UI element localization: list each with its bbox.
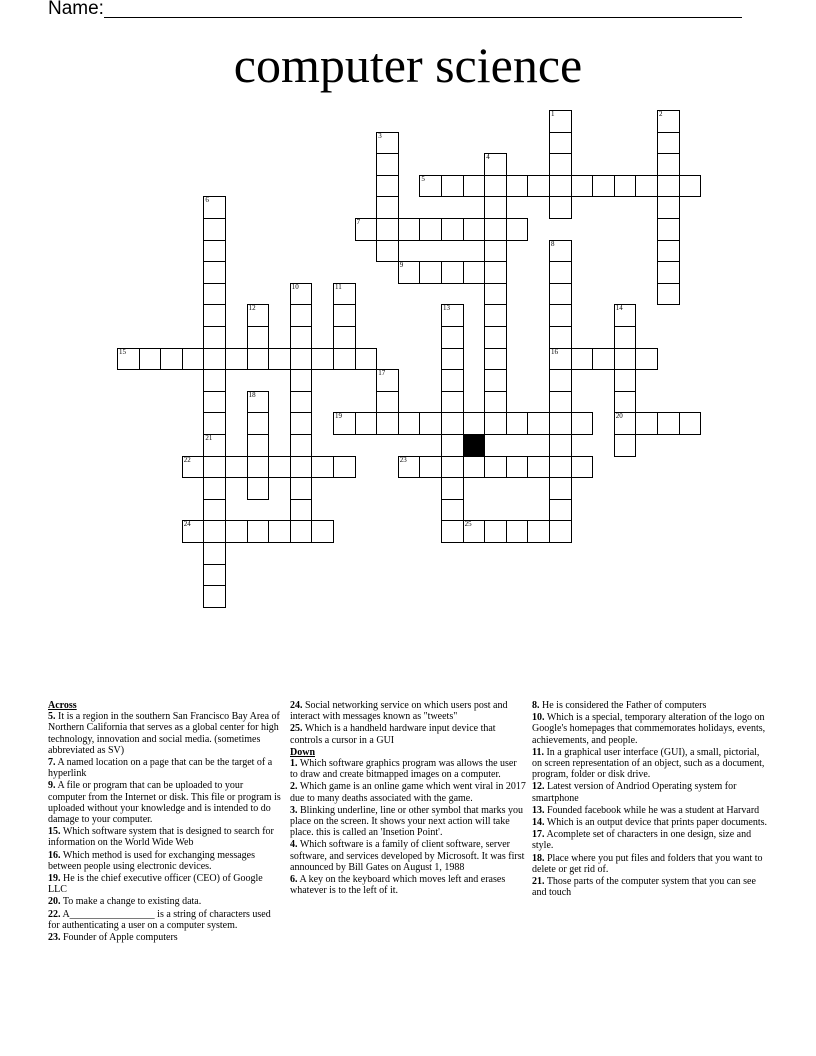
clue-text: He is considered the Father of computers — [539, 700, 707, 711]
grid-cell[interactable] — [484, 240, 507, 263]
grid-cell[interactable] — [549, 434, 572, 457]
grid-cell[interactable] — [398, 412, 421, 435]
clue-text: Which game is an online game which went viral in 2017 due to many deaths associated with the game. — [290, 781, 526, 804]
grid-cell[interactable] — [247, 412, 270, 435]
grid-cell[interactable] — [549, 456, 572, 479]
clue-item — [48, 711, 283, 756]
grid-cell[interactable] — [484, 304, 507, 327]
grid-cell[interactable] — [290, 391, 313, 414]
grid-cell[interactable] — [657, 283, 680, 306]
grid-cell[interactable] — [182, 520, 205, 543]
clue-text: Place where you put files and folders that you want to delete or get rid of. — [532, 852, 763, 875]
clue-number: 3 — [378, 131, 382, 140]
down-heading: Down — [290, 746, 316, 758]
clue-item — [290, 874, 526, 896]
clue-text: A named location on a page that can be the target of a hyperlink — [48, 757, 273, 780]
grid-cell[interactable] — [441, 304, 464, 327]
grid-cell[interactable] — [463, 520, 486, 543]
grid-cell[interactable] — [203, 412, 226, 435]
grid-cell[interactable] — [355, 348, 378, 371]
clue-num: 12. — [532, 781, 545, 793]
grid-cell[interactable] — [203, 477, 226, 500]
grid-cell[interactable] — [527, 456, 550, 479]
grid-cell[interactable] — [441, 369, 464, 392]
grid-cell[interactable] — [225, 520, 248, 543]
clue-num: 5. — [48, 711, 56, 723]
clue-num: 25. — [290, 723, 303, 735]
clue-text: Acomplete set of characters in one design, size and style. — [532, 829, 752, 852]
grid-cell[interactable] — [290, 412, 313, 435]
grid-cell[interactable] — [484, 153, 507, 176]
clue-item — [532, 781, 768, 803]
grid-cell[interactable] — [484, 412, 507, 435]
grid-cell[interactable] — [549, 412, 572, 435]
grid-cell[interactable] — [376, 391, 399, 414]
grid-cell[interactable] — [614, 434, 637, 457]
grid-cell[interactable] — [484, 391, 507, 414]
clue-text: Which is a handheld hardware input device that controls a cursor in a GUI — [290, 723, 496, 746]
grid-cell[interactable] — [484, 369, 507, 392]
clue-number: 17 — [378, 369, 386, 378]
grid-cell[interactable] — [441, 477, 464, 500]
grid-cell[interactable] — [441, 391, 464, 414]
grid-cell[interactable] — [247, 326, 270, 349]
grid-cell[interactable] — [614, 412, 637, 435]
clue-item — [532, 712, 768, 746]
grid-cell[interactable] — [376, 153, 399, 176]
grid-cell[interactable] — [549, 520, 572, 543]
clue-number: 22 — [183, 455, 191, 464]
grid-cell[interactable] — [376, 175, 399, 198]
clue-num: 16. — [48, 849, 61, 861]
grid-cell[interactable] — [463, 175, 486, 198]
clue-item — [532, 829, 768, 851]
grid-cell[interactable] — [290, 283, 313, 306]
grid-cell[interactable] — [268, 348, 291, 371]
clue-item — [48, 780, 283, 825]
grid-cell[interactable] — [247, 434, 270, 457]
clue-text: Which software system that is designed to search for information on the World Wide Web — [48, 826, 274, 849]
grid-cell[interactable] — [247, 391, 270, 414]
clue-item — [48, 757, 283, 779]
clue-item — [290, 781, 526, 803]
grid-cell[interactable] — [549, 240, 572, 263]
clue-number: 5 — [421, 174, 425, 183]
grid-cell[interactable] — [657, 110, 680, 133]
grid-cell[interactable] — [463, 412, 486, 435]
clue-num: 24. — [290, 700, 303, 711]
grid-cell[interactable] — [571, 348, 594, 371]
clue-number: 14 — [615, 304, 623, 313]
grid-cell[interactable] — [203, 304, 226, 327]
grid-cell[interactable] — [441, 218, 464, 241]
clue-item — [290, 700, 526, 722]
clue-text: To make a change to existing data. — [60, 896, 202, 908]
clue-num: 8. — [532, 700, 540, 711]
grid-cell[interactable] — [355, 218, 378, 241]
clues-column-1 — [48, 700, 283, 944]
grid-cell[interactable] — [203, 456, 226, 479]
clue-number: 6 — [205, 196, 209, 205]
clue-number: 20 — [615, 412, 623, 421]
clue-text: Social networking service on which users post and interact with messages known as "tweets" — [290, 700, 508, 723]
grid-cell[interactable] — [679, 175, 702, 198]
grid-cell[interactable] — [463, 261, 486, 284]
grid-cell[interactable] — [333, 456, 356, 479]
grid-cell[interactable] — [290, 326, 313, 349]
clue-text: It is a region in the southern San Francisco Bay Area of Northern California that serves as a global center for high technology, innovation and social media. (sometimes abbreviated as SV) — [48, 711, 280, 756]
grid-cell[interactable] — [333, 326, 356, 349]
grid-cell[interactable] — [203, 564, 226, 587]
grid-cell[interactable] — [182, 348, 205, 371]
grid-cell[interactable] — [441, 456, 464, 479]
grid-cell[interactable] — [657, 240, 680, 263]
clue-text: A key on the keyboard which moves left and erases whatever is to the left of it. — [290, 874, 506, 897]
clue-item — [290, 805, 526, 839]
grid-cell[interactable] — [484, 326, 507, 349]
grid-cell[interactable] — [506, 175, 529, 198]
clue-item — [532, 747, 768, 781]
clue-num: 19. — [48, 873, 61, 885]
grid-cell[interactable] — [549, 132, 572, 155]
black-square — [463, 434, 486, 457]
grid-cell[interactable] — [225, 348, 248, 371]
grid-cell[interactable] — [635, 412, 658, 435]
grid-cell[interactable] — [203, 542, 226, 565]
grid-cell[interactable] — [290, 499, 313, 522]
clue-number: 18 — [248, 390, 256, 399]
clue-number: 16 — [551, 347, 558, 356]
clue-text: A_________________ is a string of characters used for authenticating a user on a computer system. — [48, 908, 271, 931]
grid-cell[interactable] — [614, 304, 637, 327]
grid-cell[interactable] — [527, 412, 550, 435]
grid-cell[interactable] — [355, 412, 378, 435]
grid-cell[interactable] — [333, 412, 356, 435]
clue-number: 2 — [659, 110, 663, 118]
grid-cell[interactable] — [571, 456, 594, 479]
clue-num: 20. — [48, 896, 61, 908]
clue-num: 23. — [48, 932, 61, 944]
clue-item — [290, 839, 526, 873]
clue-text: Founded facebook while he was a student at Harvard — [544, 804, 760, 816]
grid-cell[interactable] — [635, 348, 658, 371]
grid-cell[interactable] — [549, 261, 572, 284]
grid-cell[interactable] — [117, 348, 140, 371]
grid-cell[interactable] — [290, 456, 313, 479]
grid-cell[interactable] — [506, 218, 529, 241]
clue-number: 25 — [464, 520, 472, 529]
grid-cell[interactable] — [441, 175, 464, 198]
clue-num: 1. — [290, 758, 298, 770]
grid-cell[interactable] — [484, 348, 507, 371]
grid-cell[interactable] — [441, 412, 464, 435]
clue-num: 6. — [290, 874, 298, 886]
grid-cell[interactable] — [549, 175, 572, 198]
grid-cell[interactable] — [657, 261, 680, 284]
grid-cell[interactable] — [225, 456, 248, 479]
grid-cell[interactable] — [441, 261, 464, 284]
grid-cell[interactable] — [441, 326, 464, 349]
grid-cell[interactable] — [203, 261, 226, 284]
clue-text: Which is an output device that prints paper documents. — [544, 817, 768, 829]
grid-cell[interactable] — [571, 175, 594, 198]
clue-num: 9. — [48, 780, 56, 792]
clue-number: 11 — [335, 282, 342, 291]
grid-cell[interactable] — [290, 304, 313, 327]
clue-num: 4. — [290, 839, 298, 851]
clue-num: 17. — [532, 829, 545, 841]
grid-cell[interactable] — [203, 326, 226, 349]
grid-cell[interactable] — [333, 283, 356, 306]
grid-cell[interactable] — [203, 283, 226, 306]
clue-text: Latest version of Andriod Operating system for smartphone — [532, 781, 737, 804]
clue-item — [290, 723, 526, 745]
grid-cell[interactable] — [139, 348, 162, 371]
grid-cell[interactable] — [484, 520, 507, 543]
clue-item — [48, 826, 283, 848]
clue-num: 13. — [532, 804, 545, 816]
grid-cell[interactable] — [527, 520, 550, 543]
grid-cell[interactable] — [290, 520, 313, 543]
grid-cell[interactable] — [203, 499, 226, 522]
grid-cell[interactable] — [376, 132, 399, 155]
clue-number: 8 — [551, 239, 555, 248]
clue-num: 2. — [290, 781, 298, 793]
grid-cell[interactable] — [441, 520, 464, 543]
clue-num: 18. — [532, 852, 545, 864]
clue-text: Founder of Apple computers — [60, 932, 178, 944]
grid-cell[interactable] — [592, 175, 615, 198]
grid-cell[interactable] — [203, 391, 226, 414]
clues-column-2 — [290, 700, 526, 897]
grid-cell[interactable] — [203, 218, 226, 241]
grid-cell[interactable] — [160, 348, 183, 371]
grid-cell[interactable] — [311, 456, 334, 479]
grid-cell[interactable] — [419, 456, 442, 479]
grid-cell[interactable] — [247, 456, 270, 479]
grid-cell[interactable] — [484, 196, 507, 219]
grid-cell[interactable] — [635, 175, 658, 198]
grid-cell[interactable] — [527, 175, 550, 198]
clue-number: 12 — [248, 304, 256, 313]
grid-cell[interactable] — [463, 456, 486, 479]
grid-cell[interactable] — [506, 412, 529, 435]
grid-cell[interactable] — [376, 196, 399, 219]
grid-cell[interactable] — [571, 412, 594, 435]
grid-cell[interactable] — [419, 218, 442, 241]
grid-cell[interactable] — [441, 348, 464, 371]
grid-cell[interactable] — [333, 304, 356, 327]
clue-number: 1 — [551, 110, 555, 118]
clue-number: 24 — [183, 520, 191, 529]
grid-cell[interactable] — [441, 434, 464, 457]
grid-cell[interactable] — [549, 110, 572, 133]
grid-cell[interactable] — [614, 326, 637, 349]
clue-item — [48, 850, 283, 872]
clue-num: 22. — [48, 908, 61, 920]
grid-cell[interactable] — [182, 456, 205, 479]
grid-cell[interactable] — [657, 196, 680, 219]
grid-cell[interactable] — [549, 391, 572, 414]
grid-cell[interactable] — [657, 412, 680, 435]
clue-text: Those parts of the computer system that you can see and touch — [532, 876, 756, 899]
grid-cell[interactable] — [376, 218, 399, 241]
clue-text: He is the chief executive officer (CEO) of Google LLC — [48, 873, 263, 896]
grid-cell[interactable] — [290, 477, 313, 500]
grid-cell[interactable] — [484, 218, 507, 241]
grid-cell[interactable] — [679, 412, 702, 435]
page-title: computer science — [233, 37, 583, 93]
grid-cell[interactable] — [549, 326, 572, 349]
grid-cell[interactable] — [398, 218, 421, 241]
grid-cell[interactable] — [203, 369, 226, 392]
grid-cell[interactable] — [311, 348, 334, 371]
clue-item — [48, 932, 283, 943]
grid-cell[interactable] — [549, 499, 572, 522]
grid-cell[interactable] — [268, 456, 291, 479]
clue-number: 9 — [399, 261, 404, 270]
clue-number: 15 — [119, 347, 126, 356]
clue-num: 11. — [532, 746, 544, 758]
grid-cell[interactable] — [614, 175, 637, 198]
grid-cell[interactable] — [441, 499, 464, 522]
grid-cell[interactable] — [549, 369, 572, 392]
grid-cell[interactable] — [311, 520, 334, 543]
grid-cell[interactable] — [203, 240, 226, 263]
grid-cell[interactable] — [247, 520, 270, 543]
grid-cell[interactable] — [376, 369, 399, 392]
grid-cell[interactable] — [203, 434, 226, 457]
clue-num: 15. — [48, 826, 61, 838]
clue-number: 21 — [205, 434, 213, 442]
clue-number: 23 — [399, 455, 407, 464]
clue-number: 13 — [443, 304, 450, 313]
clue-num: 14. — [532, 817, 545, 829]
grid-cell[interactable] — [657, 218, 680, 241]
grid-cell[interactable] — [333, 348, 356, 371]
grid-cell[interactable] — [398, 261, 421, 284]
name-label: Name: — [48, 0, 104, 19]
clue-item — [532, 853, 768, 875]
grid-cell[interactable] — [247, 477, 270, 500]
grid-cell[interactable] — [484, 175, 507, 198]
grid-cell[interactable] — [614, 369, 637, 392]
clue-text: Which software is a family of client software, server software, and services developed by Microsoft. It was first announced by Bill Gates on August 1, 1988 — [290, 839, 525, 873]
grid-cell[interactable] — [290, 434, 313, 457]
clue-text: In a graphical user interface (GUI), a small, pictorial, on screen representation of an object, such as a document, program, folder or disk drive. — [532, 746, 765, 781]
clue-text: A file or program that can be uploaded to your computer from the Internet or disk. This file or program is uploaded without your knowledge and is intended to do damage to your computer. — [48, 780, 281, 826]
grid-cell[interactable] — [657, 132, 680, 155]
grid-cell[interactable] — [506, 520, 529, 543]
clue-text: Which software graphics program was allows the user to draw and create bitmapped images on a computer. — [290, 758, 517, 781]
grid-cell[interactable] — [484, 456, 507, 479]
grid-cell[interactable] — [549, 283, 572, 306]
clue-text: Which method is used for exchanging messages between people using electronic devices. — [48, 849, 255, 872]
grid-cell[interactable] — [419, 261, 442, 284]
grid-cell[interactable] — [614, 348, 637, 371]
clue-item — [532, 700, 768, 711]
grid-cell[interactable] — [203, 196, 226, 219]
grid-cell[interactable] — [549, 348, 572, 371]
clue-item — [48, 909, 283, 931]
grid-cell[interactable] — [484, 261, 507, 284]
grid-cell[interactable] — [203, 585, 226, 608]
grid-cell[interactable] — [376, 412, 399, 435]
grid-cell[interactable] — [247, 304, 270, 327]
grid-cell[interactable] — [506, 456, 529, 479]
clue-item — [290, 758, 526, 780]
clue-number: 19 — [335, 412, 342, 421]
clue-num: 21. — [532, 876, 545, 888]
grid-cell[interactable] — [376, 240, 399, 263]
grid-cell[interactable] — [203, 520, 226, 543]
grid-cell[interactable] — [657, 175, 680, 198]
grid-cell[interactable] — [203, 348, 226, 371]
clue-item — [532, 817, 768, 828]
grid-cell[interactable] — [398, 456, 421, 479]
clue-number: 10 — [291, 282, 299, 291]
grid-cell[interactable] — [268, 520, 291, 543]
grid-cell[interactable] — [463, 218, 486, 241]
across-heading: Across — [48, 700, 77, 711]
clue-number: 4 — [486, 153, 490, 162]
clue-item — [48, 873, 283, 895]
grid-cell[interactable] — [290, 369, 313, 392]
clue-number: 7 — [356, 218, 361, 226]
grid-cell[interactable] — [419, 175, 442, 198]
clue-text: Blinking underline, line or other symbol that marks you place on the screen. It shows your next action will take place. this is called an 'Insetion Point'. — [290, 804, 524, 839]
clues-column-3 — [532, 700, 768, 899]
clue-item — [48, 896, 283, 907]
clue-item — [532, 805, 768, 816]
grid-cell[interactable] — [549, 153, 572, 176]
grid-cell[interactable] — [549, 304, 572, 327]
grid-cell[interactable] — [290, 348, 313, 371]
grid-cell[interactable] — [247, 348, 270, 371]
clue-num: 10. — [532, 712, 545, 724]
grid-cell[interactable] — [549, 477, 572, 500]
clue-text: Which is a special, temporary alteration of the logo on Google's homepages that commemorates holidays, events, achievements, and people. — [532, 712, 766, 746]
grid-cell[interactable] — [549, 196, 572, 219]
grid-cell[interactable] — [592, 348, 615, 371]
grid-cell[interactable] — [657, 153, 680, 176]
clue-num: 7. — [48, 757, 56, 769]
grid-cell[interactable] — [614, 391, 637, 414]
grid-cell[interactable] — [419, 412, 442, 435]
grid-cell[interactable] — [484, 283, 507, 306]
clue-item — [532, 876, 768, 898]
clue-num: 3. — [290, 804, 298, 816]
